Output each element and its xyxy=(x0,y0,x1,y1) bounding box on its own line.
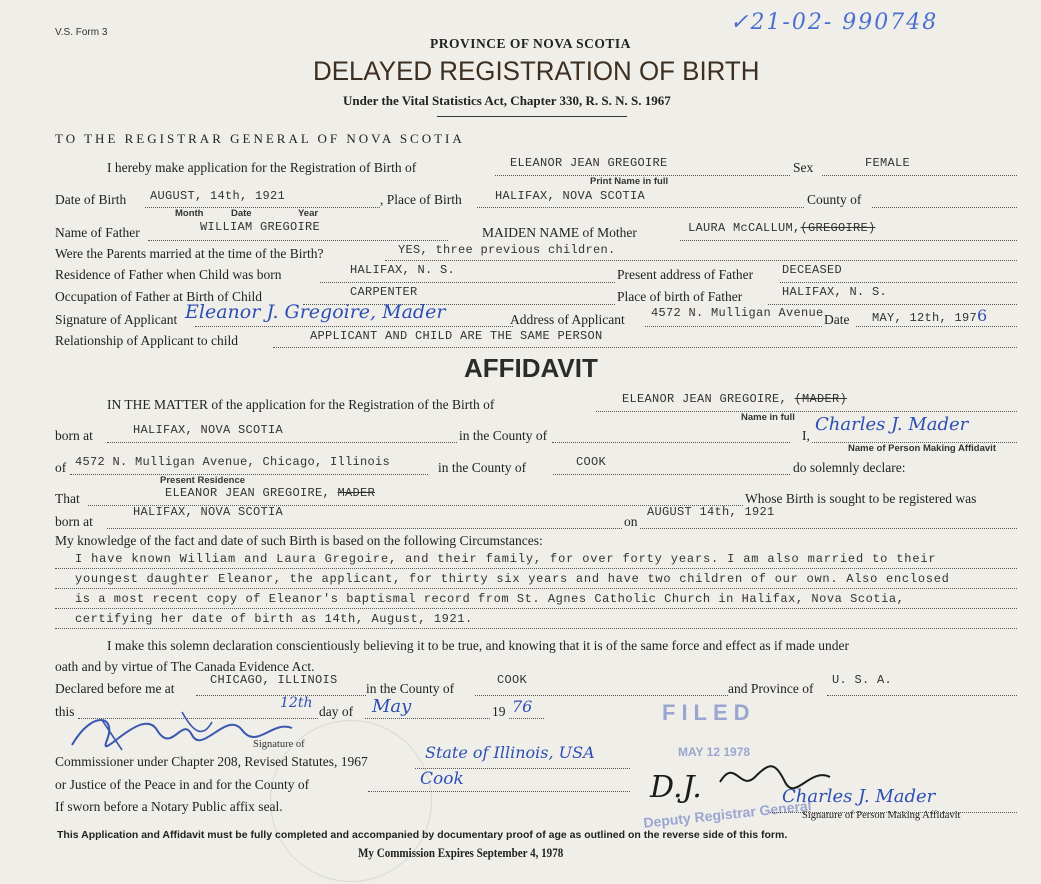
deponent-signature-2: Charles J. Mader xyxy=(782,786,936,807)
addressee: TO THE REGISTRAR GENERAL OF NOVA SCOTIA xyxy=(55,131,465,146)
month-hand: May xyxy=(372,696,412,717)
date-hint: Date xyxy=(231,208,252,219)
county-label: County of xyxy=(807,192,862,207)
year-prefix: 19 xyxy=(492,704,506,719)
this-label: this xyxy=(55,704,75,719)
county-of-label-2: in the County of xyxy=(438,460,527,475)
name-in-full-hint: Name in full xyxy=(741,412,795,423)
present-address-value: DECEASED xyxy=(782,263,843,277)
knowledge-label: My knowledge of the fact and date of such Birth is based on the following Circumstances: xyxy=(55,533,543,548)
name-of-person-hint: Name of Person Making Affidavit xyxy=(848,443,996,454)
declared-county: COOK xyxy=(497,673,528,687)
in-the-matter-label: IN THE MATTER of the application for the Registration of the Birth of xyxy=(107,397,495,412)
residence-father-value: HALIFAX, N. S. xyxy=(350,263,456,277)
married-value: YES, three previous children. xyxy=(398,243,616,257)
place-of-birth-value: HALIFAX, NOVA SCOTIA xyxy=(495,189,646,203)
signature-person-hint: Signature of Person Making Affidavit xyxy=(802,810,961,821)
father-name-label: Name of Father xyxy=(55,225,140,240)
justice-label: or Justice of the Peace in and for the County of xyxy=(55,777,310,792)
declared-place: CHICAGO, ILLINOIS xyxy=(210,673,338,687)
commissioner-label: Commissioner under Chapter 208, Revised Statutes, 1967 xyxy=(55,754,368,769)
circumstance-line: I have known William and Laura Gregoire, and their family, for over forty years. I am also married to their xyxy=(75,552,937,566)
place-birth-father-label: Place of birth of Father xyxy=(617,289,743,304)
mother-maiden-value: LAURA McCALLUM,(GREGOIRE) xyxy=(688,221,876,235)
month-hint: Month xyxy=(175,208,204,219)
declared-county-label: in the County of xyxy=(366,681,455,696)
notary-label: If sworn before a Notary Public affix seal. xyxy=(55,799,283,814)
father-name-value: WILLIAM GREGOIRE xyxy=(200,220,321,234)
whose-birth-label: Whose Birth is sought to be registered was xyxy=(745,491,977,506)
born-at-value-2: HALIFAX, NOVA SCOTIA xyxy=(133,505,284,519)
signature-applicant-label: Signature of Applicant xyxy=(55,312,178,327)
relationship-value: APPLICANT AND CHILD ARE THE SAME PERSON xyxy=(310,329,603,343)
deputy-stamp: Deputy Registrar General xyxy=(642,797,813,831)
residence-father-label: Residence of Father when Child was born xyxy=(55,267,282,282)
i-label: I, xyxy=(802,428,810,443)
title-rule xyxy=(437,116,627,117)
filed-date-stamp: MAY 12 1978 xyxy=(678,745,751,759)
commissioner-signature xyxy=(62,700,302,760)
year-hand: 76 xyxy=(512,697,533,716)
declared-before-label: Declared before me at xyxy=(55,681,175,696)
present-residence-hint: Present Residence xyxy=(160,475,246,486)
year-hint: Year xyxy=(298,208,319,219)
on-label: on xyxy=(624,514,638,529)
print-name-hint: Print Name in full xyxy=(590,176,669,187)
present-address-label: Present address of Father xyxy=(617,267,754,282)
application-label: I hereby make application for the Registration of Birth of xyxy=(107,160,417,175)
page-title: DELAYED REGISTRATION OF BIRTH xyxy=(313,56,760,86)
circumstance-line: certifying her date of birth as 14th, August, 1921. xyxy=(75,612,473,626)
address-applicant-label: Address of Applicant xyxy=(510,312,625,327)
footer-note: This Application and Affidavit must be fully completed and accompanied by documentary proof of age as outlined on the reverse side of this form. xyxy=(57,829,788,841)
county-of-label: in the County of xyxy=(459,428,548,443)
on-value: AUGUST 14th, 1921 xyxy=(647,505,775,519)
born-at-label: born at xyxy=(55,428,93,443)
occupation-label: Occupation of Father at Birth of Child xyxy=(55,289,262,304)
date-label: Date xyxy=(824,312,850,327)
province-heading: PROVINCE OF NOVA SCOTIA xyxy=(430,36,631,51)
circumstance-line: youngest daughter Eleanor, the applicant, for thirty six years and have two children of our own. Also enclosed xyxy=(75,572,950,586)
circumstance-line: is a most recent copy of Eleanor's baptismal record from St. Agnes Catholic Church in Halifax, Nova Scotia, xyxy=(75,592,905,606)
that-name: ELEANOR JEAN GREGOIRE, MADER xyxy=(165,486,376,500)
day-of-label: day of xyxy=(319,704,354,719)
file-number: ✓21-02- 990748 xyxy=(730,10,939,35)
maiden-name-label: MAIDEN NAME of Mother xyxy=(482,225,637,240)
subtitle: Under the Vital Statistics Act, Chapter 330, R. S. N. S. 1967 xyxy=(343,93,671,108)
declaration-line-1: I make this solemn declaration conscientiously believing it to be true, and knowing that it is of the same force and effect as if made under xyxy=(107,638,850,653)
signature-of-hint: Signature of xyxy=(253,739,305,750)
solemnly-label: do solemnly declare: xyxy=(793,460,906,475)
commissioner-hand: State of Illinois, USA xyxy=(425,743,595,762)
child-name: ELEANOR JEAN GREGOIRE xyxy=(510,156,668,170)
occupation-value: CARPENTER xyxy=(350,285,418,299)
place-of-birth-label: , Place of Birth xyxy=(380,192,462,207)
filed-stamp: FILED xyxy=(662,700,756,725)
of-label: of xyxy=(55,460,67,475)
province-label: and Province of xyxy=(728,681,814,696)
application-date: MAY, 12th, 1976 xyxy=(872,306,988,325)
applicant-address-value: 4572 N. Mulligan Avenue xyxy=(651,306,824,320)
relationship-label: Relationship of Applicant to child xyxy=(55,333,238,348)
born-at-value: HALIFAX, NOVA SCOTIA xyxy=(133,423,284,437)
province-value: U. S. A. xyxy=(832,673,893,687)
county-value: COOK xyxy=(576,455,607,469)
declaration-line-2: oath and by virtue of The Canada Evidence Act. xyxy=(55,659,315,674)
form-number: V.S. Form 3 xyxy=(55,27,108,38)
registrar-initials: D.J. xyxy=(650,770,702,805)
born-at-label-2: born at xyxy=(55,514,93,529)
dob-label: Date of Birth xyxy=(55,192,127,207)
married-label: Were the Parents married at the time of the Birth? xyxy=(55,246,324,261)
applicant-signature: Eleanor J. Gregoire, Mader xyxy=(185,301,446,323)
residence-value: 4572 N. Mulligan Avenue, Chicago, Illinois xyxy=(75,455,391,469)
affidavit-heading: AFFIDAVIT xyxy=(464,353,598,383)
sex-label: Sex xyxy=(793,160,814,175)
commission-expiry: My Commission Expires September 4, 1978 xyxy=(358,845,564,860)
that-label: That xyxy=(55,491,80,506)
deponent-signature: Charles J. Mader xyxy=(815,414,969,435)
day-hand: 12th xyxy=(280,695,313,711)
dob-value: AUGUST, 14th, 1921 xyxy=(150,189,286,203)
sex-value: FEMALE xyxy=(865,156,911,170)
justice-hand: Cook xyxy=(420,769,464,789)
place-birth-father-value: HALIFAX, N. S. xyxy=(782,285,888,299)
subject-name: ELEANOR JEAN GREGOIRE, (MADER) xyxy=(622,392,848,406)
